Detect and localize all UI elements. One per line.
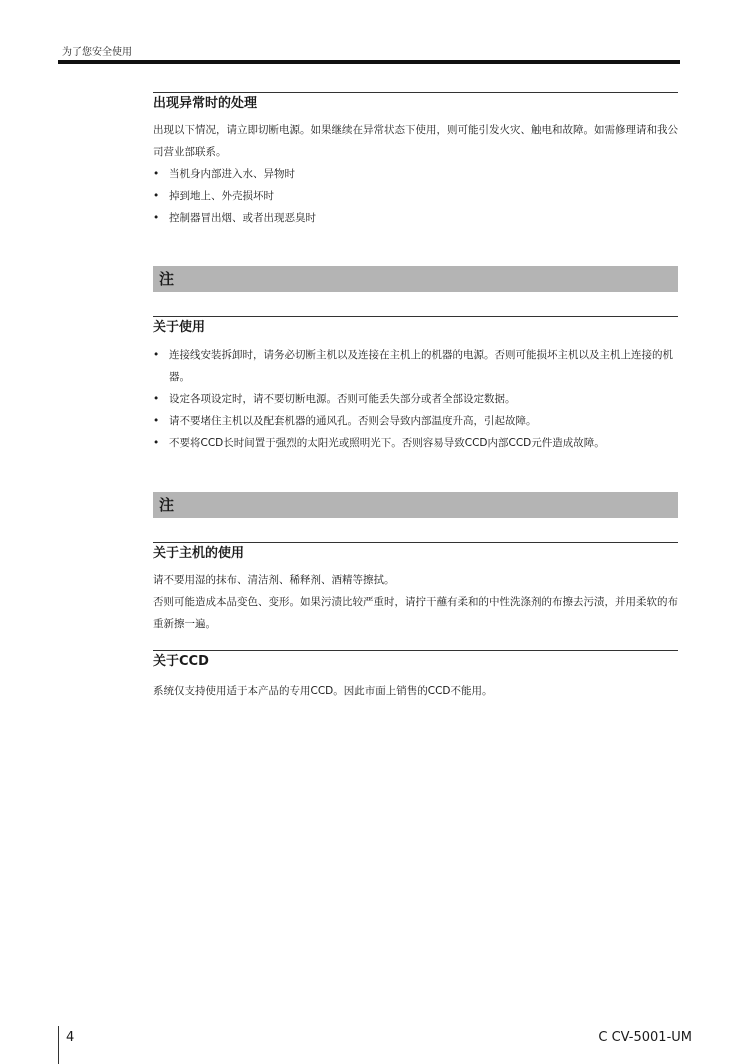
list-item: • 连接线安装拆卸时，请务必切断主机以及连接在主机上的机器的电源。否则可能损坏主机以及主机上连接的机器。 xyxy=(153,344,678,388)
header-rule xyxy=(58,60,680,64)
page-content xyxy=(153,92,678,702)
host-usage-line1: 请不要用湿的抹布、清洁剂、稀释剂、酒精等擦拭。 xyxy=(153,574,395,586)
note-bar: 注 xyxy=(153,492,678,518)
list-item: • 掉到地上、外壳损坏时 xyxy=(153,185,678,207)
list-item: • 不要将CCD长时间置于强烈的太阳光或照明光下。否则容易导致CCD内部CCD元件造成故障。 xyxy=(153,432,678,454)
note-bar: 注 xyxy=(153,266,678,292)
host-usage-line2: 否则可能造成本品变色、变形。如果污渍比较严重时，请拧干蘸有柔和的中性洗涤剂的布擦去污渍，并用柔软的布重新擦一遍。 xyxy=(153,596,678,630)
section-heading-ccd: 关于CCD xyxy=(153,650,678,671)
abnormal-intro: 出现以下情况，请立即切断电源。如果继续在异常状态下使用，则可能引发火灾、触电和故障。如需修理请和我公司营业部联系。 xyxy=(153,124,678,158)
section-heading-usage: 关于使用 xyxy=(153,316,678,337)
section-heading-host-usage: 关于主机的使用 xyxy=(153,542,678,563)
footer-rule xyxy=(58,1026,59,1064)
list-item: • 当机身内部进入水、异物时 xyxy=(153,163,678,185)
usage-list xyxy=(153,344,678,454)
page-number: 4 xyxy=(66,1030,75,1045)
list-item: • 控制器冒出烟、或者出现恶臭时 xyxy=(153,207,678,229)
ccd-text: 系统仅支持使用适于本产品的专用CCD。因此市面上销售的CCD不能用。 xyxy=(153,685,493,697)
list-item: • 设定各项设定时，请不要切断电源。否则可能丢失部分或者全部设定数据。 xyxy=(153,388,678,410)
abnormal-list xyxy=(153,163,678,229)
section-heading-abnormal: 出现异常时的处理 xyxy=(153,92,678,113)
running-header: 为了您安全使用 xyxy=(62,47,132,58)
list-item: • 请不要堵住主机以及配套机器的通风孔。否则会导致内部温度升高，引起故障。 xyxy=(153,410,678,432)
document-code: C CV-5001-UM xyxy=(598,1030,692,1045)
